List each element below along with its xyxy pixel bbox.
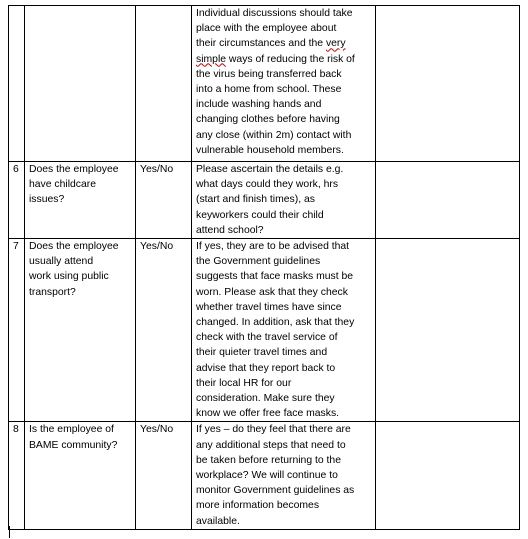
question-line: Is the employee of [29,424,114,436]
notes-cell[interactable] [376,6,520,162]
guidance-line: monitor Government guidelines as [196,485,355,497]
guidance-line: vulnerable household members. [196,144,344,156]
notes-cell[interactable] [376,239,520,422]
guidance-cell[interactable] [192,422,376,529]
guidance-line: the Government guidelines [196,256,321,268]
guidance-line: know we offer free face masks. [196,408,340,420]
guidance-cell[interactable] [192,239,376,422]
guidance-line: include washing hands and [196,99,322,111]
spellcheck-word: very [325,38,346,50]
guidance-line: check with the travel service of [196,332,338,344]
question-cell[interactable] [25,6,136,162]
question-line: Does the employee [29,164,119,175]
row-number: 8 [13,424,19,436]
table-row [9,422,520,529]
question-line: Does the employee [29,241,119,253]
guidance-line: into a home from school. These [196,84,342,96]
guidance-cell[interactable] [192,162,376,239]
guidance-line: workplace? We will continue to [196,470,338,482]
guidance-line: If yes, they are to be advised that [196,241,350,253]
question-line: BAME community? [29,439,118,451]
guidance-line: their local HR for our [196,377,292,389]
question-line: work using public [29,271,109,283]
table-row [9,6,520,162]
row-number: 6 [13,164,19,175]
guidance-line: the virus being transferred back [196,68,342,80]
answer-cell[interactable] [136,239,192,422]
guidance-line: any additional steps that need to [196,439,346,451]
guidance-line: consideration. Make sure they [196,393,335,405]
guidance-line: simple ways of reducing the risk of [196,53,355,65]
guidance-line: worn. Please ask that they check [196,286,348,298]
guidance-line: their quieter travel times and [196,347,328,359]
guidance-line: keyworkers could their child [196,209,324,221]
answer-text: Yes/No [140,424,174,436]
spellcheck-word: simple [196,53,227,65]
question-cell[interactable] [25,422,136,529]
guidance-line: any close (within 2m) contact with [196,129,352,141]
guidance-line: Please ascertain the details e.g. [196,164,344,175]
assessment-table [8,5,520,530]
row-number-cell[interactable] [9,6,25,162]
question-line: issues? [29,194,65,206]
answer-text: Yes/No [140,241,174,253]
guidance-line: attend school? [196,224,264,236]
question-line: have childcare [29,179,97,191]
question-line: usually attend [29,256,94,268]
guidance-line: available. [196,515,240,527]
table-row [9,239,520,422]
guidance-line: Individual discussions should take [196,8,353,19]
table-row [9,162,520,239]
notes-cell[interactable] [376,162,520,239]
notes-cell[interactable] [376,422,520,529]
row-number-cell[interactable] [9,239,25,422]
text-cursor [9,526,10,538]
row-number-cell[interactable] [9,162,25,239]
guidance-line: If yes – do they feel that there are [196,424,351,436]
guidance-cell[interactable] [192,6,376,162]
guidance-line: (start and finish times), as [196,194,315,206]
guidance-line: advise that they report back to [196,362,336,374]
question-line: transport? [29,286,76,298]
row-number: 7 [13,241,19,253]
answer-cell[interactable] [136,422,192,529]
answer-cell[interactable] [136,162,192,239]
guidance-line: their circumstances and the very [196,38,346,50]
question-cell[interactable] [25,239,136,422]
answer-cell[interactable] [136,6,192,162]
guidance-line: place with the employee about [196,23,337,35]
guidance-line: be taken before returning to the [196,454,341,466]
guidance-line: what days could they work, hrs [196,179,339,191]
guidance-line: whether travel times have since [196,301,342,313]
guidance-line: changing clothes before having [196,114,340,126]
answer-text: Yes/No [140,164,174,175]
guidance-line: suggests that face masks must be [196,271,354,283]
question-cell[interactable] [25,162,136,239]
row-number-cell[interactable] [9,422,25,529]
guidance-line: more information becomes [196,500,320,512]
guidance-line: changed. In addition, ask that they [196,317,355,329]
